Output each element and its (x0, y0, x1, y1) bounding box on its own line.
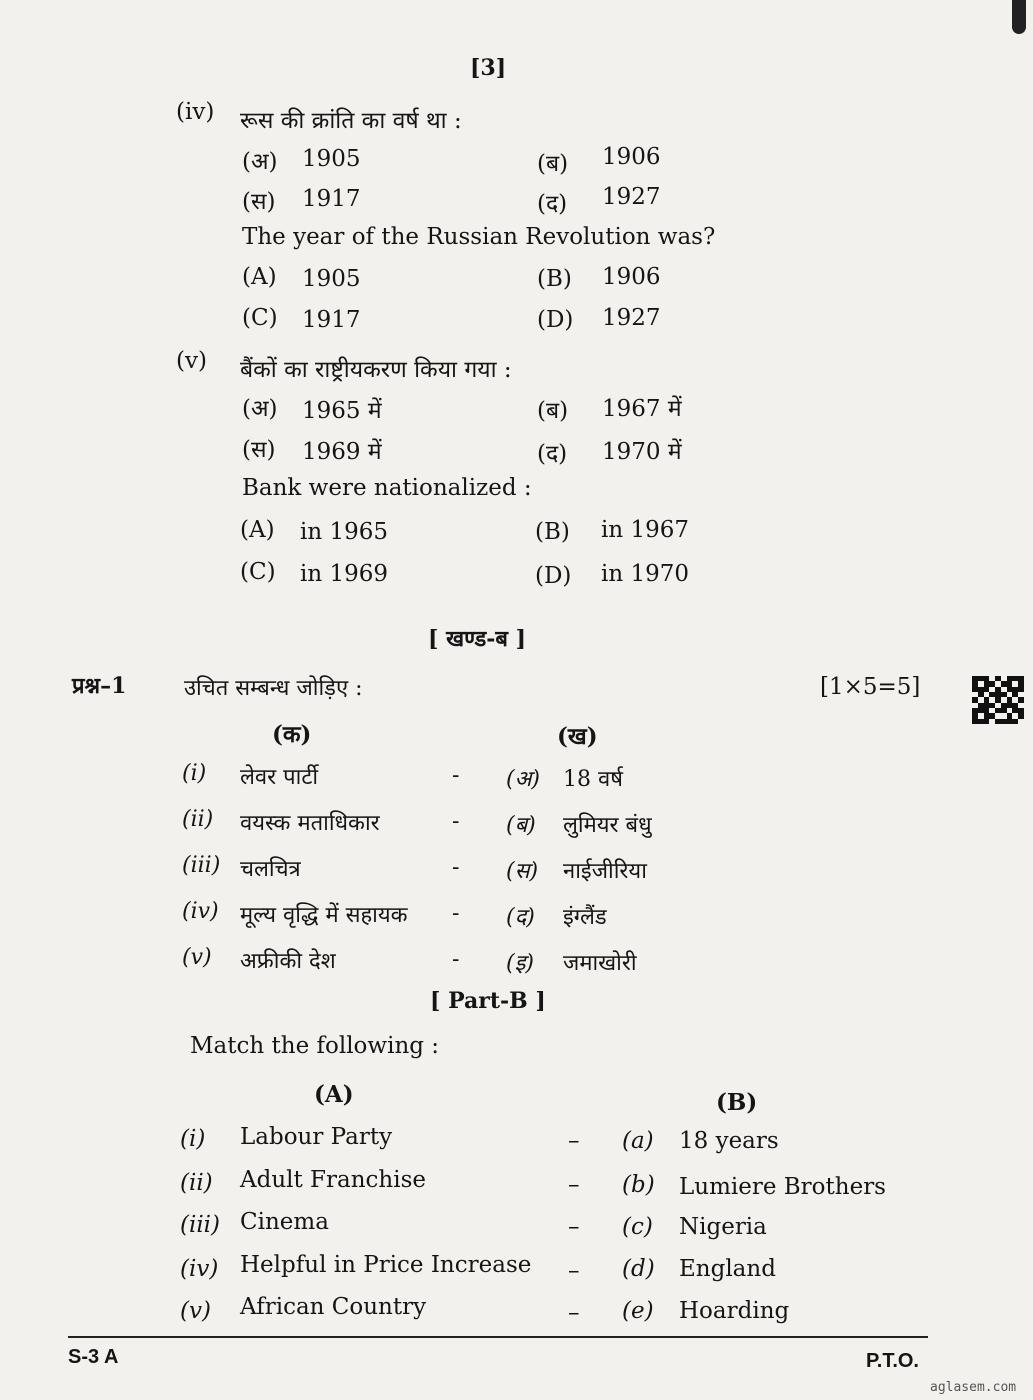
row-left: लेवर पार्टी (240, 765, 319, 790)
option-label: (ब) (537, 151, 569, 177)
row-dash: - (452, 947, 460, 972)
row-right: England (679, 1256, 776, 1282)
row-left: चलचित्र (240, 857, 301, 882)
column-header-b-hindi: (ख) (557, 723, 598, 750)
row-left: मूल्य वृद्धि में सहायक (240, 903, 408, 928)
option-label: (C) (242, 305, 278, 331)
row-dash: - (452, 901, 460, 926)
row-dash: – (568, 1258, 580, 1284)
row-right-label: (d) (622, 1256, 655, 1282)
page-edge-shadow (1012, 0, 1026, 34)
option-text: 1917 (302, 186, 361, 212)
row-right: Nigeria (679, 1214, 767, 1240)
row-dash: - (452, 855, 460, 880)
footer-paper-code: S-3 A (68, 1346, 119, 1368)
question-number: (iv) (176, 99, 215, 125)
row-number: (iii) (180, 1212, 221, 1238)
option-text: in 1969 (300, 561, 389, 587)
row-number: (ii) (182, 807, 214, 832)
question-english-text: The year of the Russian Revolution was? (242, 224, 716, 250)
option-label: (स) (242, 437, 276, 463)
option-text: 1967 में (602, 396, 682, 422)
row-number: (ii) (180, 1170, 213, 1196)
row-number: (iv) (182, 899, 219, 924)
row-number: (v) (180, 1298, 211, 1324)
question-label: प्रश्न–1 (72, 673, 127, 699)
row-right: Lumiere Brothers (679, 1174, 886, 1200)
row-right-label: (अ) (506, 767, 540, 792)
option-text: 1927 (602, 305, 661, 331)
row-number: (v) (182, 945, 212, 970)
option-text: in 1970 (601, 561, 690, 587)
column-header-a-english: (A) (314, 1081, 354, 1108)
option-label: (D) (535, 563, 572, 589)
option-label: (द) (537, 191, 568, 217)
row-dash: – (568, 1128, 580, 1154)
section-heading-english: [ Part-B ] (430, 988, 546, 1014)
row-left: Helpful in Price Increase (240, 1252, 532, 1278)
row-dash: – (568, 1300, 580, 1326)
option-text: 1965 में (302, 398, 382, 424)
row-left: Labour Party (240, 1124, 393, 1150)
row-dash: – (568, 1214, 580, 1240)
row-left: Cinema (240, 1209, 329, 1235)
option-label: (B) (537, 266, 572, 292)
option-text: 1970 में (602, 439, 682, 465)
row-left: अफ्रीकी देश (240, 949, 336, 974)
option-text: 1906 (602, 264, 661, 290)
option-label: (D) (537, 307, 574, 333)
row-number: (i) (182, 761, 207, 786)
row-number: (i) (180, 1126, 206, 1152)
row-right-label: (ब) (506, 813, 536, 838)
option-text: 1969 में (302, 439, 382, 465)
row-left: Adult Franchise (240, 1167, 426, 1193)
option-label: (द) (537, 441, 568, 467)
option-text: 1927 (602, 184, 661, 210)
row-right-label: (इ) (506, 951, 534, 976)
row-dash: - (452, 763, 460, 788)
question-english-text: Bank were nationalized : (242, 475, 532, 501)
option-label: (A) (240, 517, 275, 543)
qr-code-icon (972, 676, 1024, 724)
option-text: 1905 (302, 146, 361, 172)
row-right-label: (स) (506, 859, 539, 884)
question-number: (v) (176, 348, 207, 374)
option-text: in 1965 (300, 519, 389, 545)
option-text: 1906 (602, 144, 661, 170)
row-right-label: (a) (622, 1128, 654, 1154)
row-number: (iii) (182, 853, 221, 878)
option-label: (अ) (242, 149, 278, 175)
row-right: 18 वर्ष (563, 767, 623, 792)
row-dash: - (452, 809, 460, 834)
row-number: (iv) (180, 1256, 219, 1282)
row-right: इंग्लैंड (563, 905, 607, 930)
footer-divider (68, 1336, 928, 1338)
option-text: in 1967 (601, 517, 690, 543)
row-right: लुमियर बंधु (563, 813, 652, 838)
row-dash: – (568, 1172, 580, 1198)
row-right: जमाखोरी (563, 951, 637, 976)
row-right-label: (b) (622, 1172, 655, 1198)
match-title-english: Match the following : (190, 1033, 440, 1059)
option-text: 1905 (302, 266, 361, 292)
option-label: (A) (242, 264, 277, 290)
marks: [1×5=5] (820, 674, 921, 700)
question-hindi-text: बैंकों का राष्ट्रीयकरण किया गया : (240, 357, 512, 383)
page-number: [3] (470, 55, 507, 81)
row-right-label: (द) (506, 905, 535, 930)
column-header-a-hindi: (क) (272, 721, 312, 748)
section-heading-hindi: [ खण्ड-ब ] (428, 626, 527, 652)
option-label: (अ) (242, 396, 278, 422)
footer-pto: P.T.O. (866, 1350, 919, 1372)
row-left: वयस्क मताधिकार (240, 811, 380, 836)
row-right-label: (e) (622, 1298, 654, 1324)
option-label: (स) (242, 189, 276, 215)
question-hindi-text: रूस की क्रांति का वर्ष था : (240, 108, 462, 134)
column-header-b-english: (B) (716, 1089, 758, 1116)
option-label: (C) (240, 559, 276, 585)
row-right: Hoarding (679, 1298, 790, 1324)
watermark: aglasem.com (930, 1380, 1017, 1395)
option-text: 1917 (302, 307, 361, 333)
row-left: African Country (240, 1294, 427, 1320)
option-label: (B) (535, 519, 570, 545)
match-title-hindi: उचित सम्बन्ध जोड़िए : (184, 676, 363, 701)
row-right-label: (c) (622, 1214, 653, 1240)
row-right: नाईजीरिया (563, 859, 647, 884)
row-right: 18 years (679, 1128, 779, 1154)
option-label: (ब) (537, 398, 569, 424)
